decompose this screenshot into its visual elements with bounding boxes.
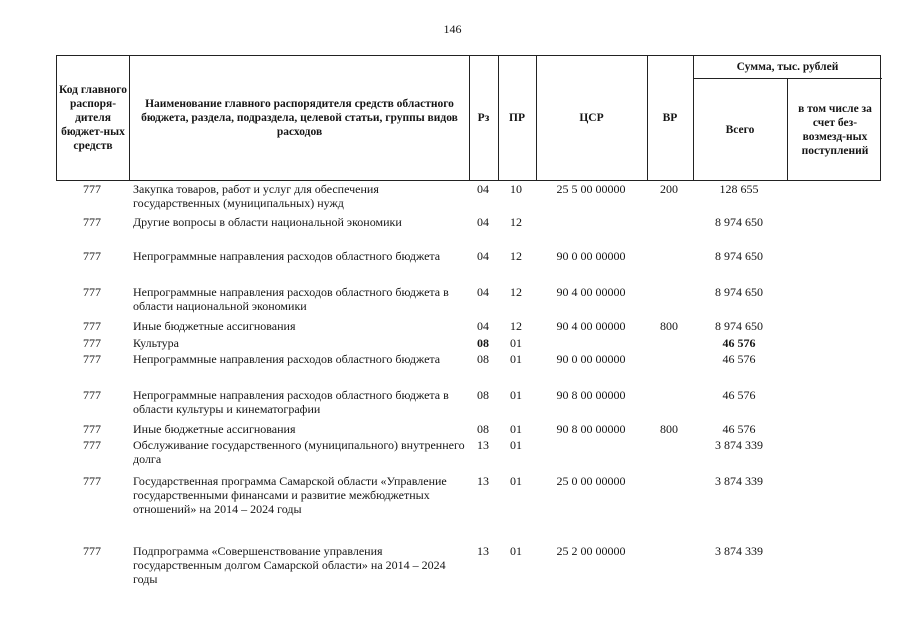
cell-csr: 25 2 00 00000 [556, 544, 626, 558]
cell-pr: 01 [510, 352, 522, 366]
page-number: 146 [443, 22, 462, 36]
header-pr: ПР [509, 112, 525, 124]
cell-name: Непрограммные направления расходов областного бюджета [133, 352, 441, 366]
cell-rz: 13 [477, 438, 489, 452]
header-code: Код главного распоря-дителя бюджет-ных средств [59, 84, 127, 152]
header-own-funds: в том числе за счет без-возмезд-ных поступлений [798, 102, 872, 157]
cell-name: Культура [133, 336, 179, 350]
cell-pr: 10 [510, 182, 522, 196]
cell-total: 8 974 650 [715, 285, 763, 299]
cell-total: 3 874 339 [715, 544, 763, 558]
cell-rz: 13 [477, 544, 489, 558]
cell-csr: 90 8 00 00000 [556, 422, 626, 436]
cell-code: 777 [83, 352, 101, 366]
cell-pr: 01 [510, 544, 522, 558]
cell-csr: 90 4 00 00000 [556, 319, 626, 333]
cell-code: 777 [83, 388, 101, 402]
cell-total: 46 576 [722, 422, 756, 436]
header-total: Всего [725, 123, 755, 136]
cell-name: Закупка товаров, работ и услуг для обеспечения государственных (муниципальных) нужд [133, 182, 379, 210]
cell-pr: 01 [510, 474, 522, 488]
cell-code: 777 [83, 336, 101, 350]
cell-name: Иные бюджетные ассигнования [133, 319, 296, 333]
cell-name: Подпрограмма «Совершенствование управления государственным долгом Самарской области» на 2014 – 2024 годы [133, 544, 446, 586]
cell-code: 777 [83, 215, 101, 229]
cell-rz: 04 [477, 285, 489, 299]
cell-rz: 04 [477, 215, 489, 229]
cell-total: 8 974 650 [715, 319, 763, 333]
cell-total: 128 655 [719, 182, 759, 196]
cell-rz: 04 [477, 249, 489, 263]
header-rz: Рз [477, 112, 490, 124]
cell-code: 777 [83, 249, 101, 263]
cell-rz: 04 [477, 319, 489, 333]
cell-name: Государственная программа Самарской области «Управление государственными финансами и развитие межбюджетных отношений» на 2014 – 2024 годы [133, 474, 447, 516]
header-sum-group: Сумма, тыс. рублей [736, 61, 839, 73]
cell-total: 8 974 650 [715, 249, 763, 263]
cell-name: Иные бюджетные ассигнования [133, 422, 296, 436]
header-vr: ВР [662, 112, 678, 124]
cell-rz: 04 [477, 182, 489, 196]
cell-csr: 90 4 00 00000 [556, 285, 626, 299]
cell-vr: 800 [660, 319, 678, 333]
cell-code: 777 [83, 182, 101, 196]
cell-rz: 13 [477, 474, 489, 488]
cell-pr: 12 [510, 215, 522, 229]
cell-name: Непрограммные направления расходов областного бюджета [133, 249, 441, 263]
header-csr: ЦСР [579, 112, 604, 124]
cell-rz: 08 [477, 422, 489, 436]
cell-csr: 90 0 00 00000 [556, 352, 626, 366]
cell-vr: 200 [660, 182, 678, 196]
cell-total: 3 874 339 [715, 474, 763, 488]
table-header [56, 55, 881, 181]
cell-name: Обслуживание государственного (муниципального) внутреннего долга [133, 438, 465, 466]
cell-pr: 12 [510, 249, 522, 263]
cell-rz: 08 [477, 336, 489, 350]
cell-rz: 08 [477, 352, 489, 366]
cell-name: Другие вопросы в области национальной экономики [133, 215, 402, 229]
cell-csr: 90 0 00 00000 [556, 249, 626, 263]
cell-rz: 08 [477, 388, 489, 402]
cell-code: 777 [83, 422, 101, 436]
cell-total: 46 576 [722, 388, 756, 402]
cell-pr: 01 [510, 388, 522, 402]
cell-code: 777 [83, 319, 101, 333]
cell-code: 777 [83, 544, 101, 558]
cell-total: 46 576 [722, 352, 756, 366]
cell-pr: 01 [510, 422, 522, 436]
cell-code: 777 [83, 474, 101, 488]
header-name: Наименование главного распорядителя средств областного бюджета, раздела, подраздела, целевой статьи, группы видов расходов [141, 98, 458, 138]
cell-pr: 12 [510, 319, 522, 333]
cell-pr: 01 [510, 438, 522, 452]
cell-csr: 25 5 00 00000 [556, 182, 626, 196]
cell-total: 46 576 [722, 336, 756, 350]
cell-pr: 12 [510, 285, 522, 299]
cell-csr: 90 8 00 00000 [556, 388, 626, 402]
cell-code: 777 [83, 285, 101, 299]
cell-vr: 800 [660, 422, 678, 436]
cell-code: 777 [83, 438, 101, 452]
cell-total: 3 874 339 [715, 438, 763, 452]
cell-name: Непрограммные направления расходов областного бюджета в области культуры и кинематографии [133, 388, 449, 416]
cell-pr: 01 [510, 336, 522, 350]
cell-name: Непрограммные направления расходов областного бюджета в области национальной экономики [133, 285, 449, 313]
cell-total: 8 974 650 [715, 215, 763, 229]
cell-csr: 25 0 00 00000 [556, 474, 626, 488]
